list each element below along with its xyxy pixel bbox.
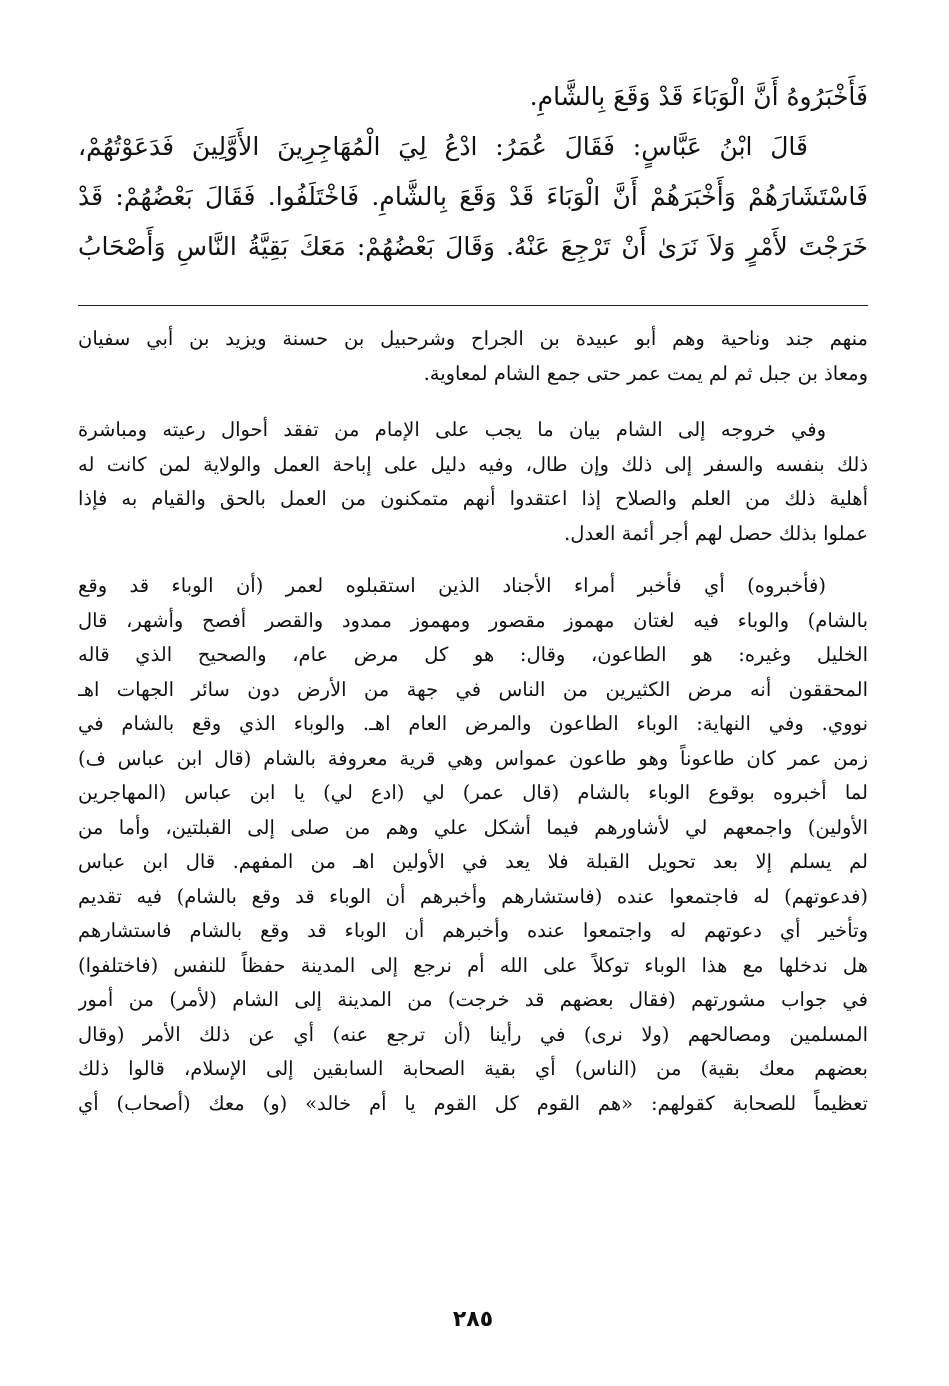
footnote-divider: [78, 305, 868, 306]
text-line: نووي. وفي النهاية: الوباء الطاعون والمرض العام اهـ. والوباء الذي وقع بالشام في: [78, 712, 868, 735]
book-page: [78, 0, 868, 1386]
text-line: عملوا بذلك حصل لهم أجر أئمة العدل.: [564, 521, 868, 545]
text-line: وتأخير أي دعوتهم له واجتمعوا عنده وأخبرهم أن الوباء قد وقع بالشام فاستشارهم: [78, 919, 868, 942]
commentary-text: [78, 322, 868, 1121]
text-line: لما أخبروه بوقوع الوباء بالشام (قال عمر) لي (ادع لي) يا ابن عباس (المهاجرين: [78, 781, 868, 804]
hadith-line: فَأَخْبَرُوهُ أَنَّ الْوَبَاءَ قَدْ وَقَعَ بِالشَّامِ.: [529, 82, 868, 111]
hadith-line: فَاسْتَشَارَهُمْ وَأَخْبَرَهُمْ أَنَّ الْوَبَاءَ قَدْ وَقَعَ بِالشَّامِ. فَاخْتَلَفُوا. فَقَالَ بَعْضُهُمْ: قَدْ: [78, 182, 868, 211]
text-line: المسلمين ومصالحهم (ولا نرى) في رأينا (أن ترجع عنه) أي عن ذلك الأمر (وقال: [78, 1022, 868, 1046]
text-line: بعضهم معك بقية) من (الناس) أي بقية الصحابة السابقين إلى الإسلام، قالوا ذلك: [78, 1057, 868, 1080]
text-line: المحققون أنه مرض الكثيرين من الناس في جهة من الأرض دون سائر الجهات اهـ: [78, 677, 868, 701]
text-line: في جواب مشورتهم (فقال بعضهم قد خرجت) من المدينة إلى الشام (لأمر) من أمور: [78, 988, 868, 1011]
paragraph-gap: [78, 551, 868, 569]
page-number: ٢٨٥: [452, 1307, 494, 1332]
text-line: أهلية ذلك من العلم والصلاح إذا اعتقدوا أنهم متمكنون من العمل بالحق والقيام به فإذا: [78, 487, 868, 510]
text-line: بالشام) والوباء فيه لغتان مهموز مقصور ومهموز ممدود والقصر أفصح وأشهر، قال: [78, 608, 868, 632]
text-line: وفي خروجه إلى الشام بيان ما يجب على الإمام من تفقد أحوال رعيته ومباشرة: [78, 418, 826, 441]
paragraph: [78, 322, 868, 391]
text-line: (فأخبروه) أي فأخبر أمراء الأجناد الذين استقبلوه لعمر (أن الوباء قد وقع: [78, 574, 826, 597]
hadith-text: [78, 72, 868, 272]
hadith-line: قَالَ ابْنُ عَبَّاسٍ: فَقَالَ عُمَرُ: ادْعُ لِيَ الْمُهَاجِرِينَ الأَوَّلِينَ فَدَعَوْتُهُمْ،: [78, 132, 808, 161]
text-line: ومعاذ بن جبل ثم لم يمت عمر حتى جمع الشام لمعاوية.: [423, 361, 868, 385]
text-line: (فدعوتهم) له فاجتمعوا عنده (فاستشارهم وأخبرهم أن الوباء قد وقع بالشام) فيه تقديم: [78, 884, 868, 908]
paragraph-gap: [78, 391, 868, 413]
text-line: الأولين) واجمعهم لي لأشاورهم فيما أشكل علي وهم من صلى إلى القبلتين، وأما من: [78, 815, 868, 839]
text-line: الخليل وغيره: هو الطاعون، وقال: هو كل مرض عام، والصحيح الذي قاله: [78, 643, 868, 666]
paragraph: [78, 569, 868, 1121]
text-line: تعظيماً للصحابة كقولهم: «هم القوم كل القوم يا أم خالد» (و) معك (أصحاب) أي: [78, 1091, 868, 1115]
text-line: ذلك بنفسه والسفر إلى ذلك وإن طال، وفيه دليل على إباحة العمل والولاية لمن كانت له: [78, 452, 868, 476]
hadith-line: خَرَجْتَ لأَمْرٍ وَلاَ نَرَىٰ أَنْ تَرْجِعَ عَنْهُ. وَقَالَ بَعْضُهُمْ: مَعَكَ بَقِيَّةُ النَّاسِ وَأَصْحَابُ: [78, 232, 868, 261]
text-line: هل ندخلها مع هذا الوباء توكلاً على الله أم نرجع إلى المدينة حفظاً للنفس (فاختلفوا): [78, 953, 868, 977]
text-line: زمن عمر كان طاعوناً وهو طاعون عمواس وهي قرية معروفة بالشام (قال ابن عباس ف): [78, 746, 868, 770]
paragraph: [78, 413, 868, 551]
text-line: لم يسلم إلا بعد تحويل القبلة فلا يعد في الأولين اهـ من المفهم. قال ابن عباس: [78, 850, 868, 873]
text-line: منهم جند وناحية وهم أبو عبيدة بن الجراح وشرحبيل بن حسنة ويزيد بن أبي سفيان: [78, 327, 868, 350]
